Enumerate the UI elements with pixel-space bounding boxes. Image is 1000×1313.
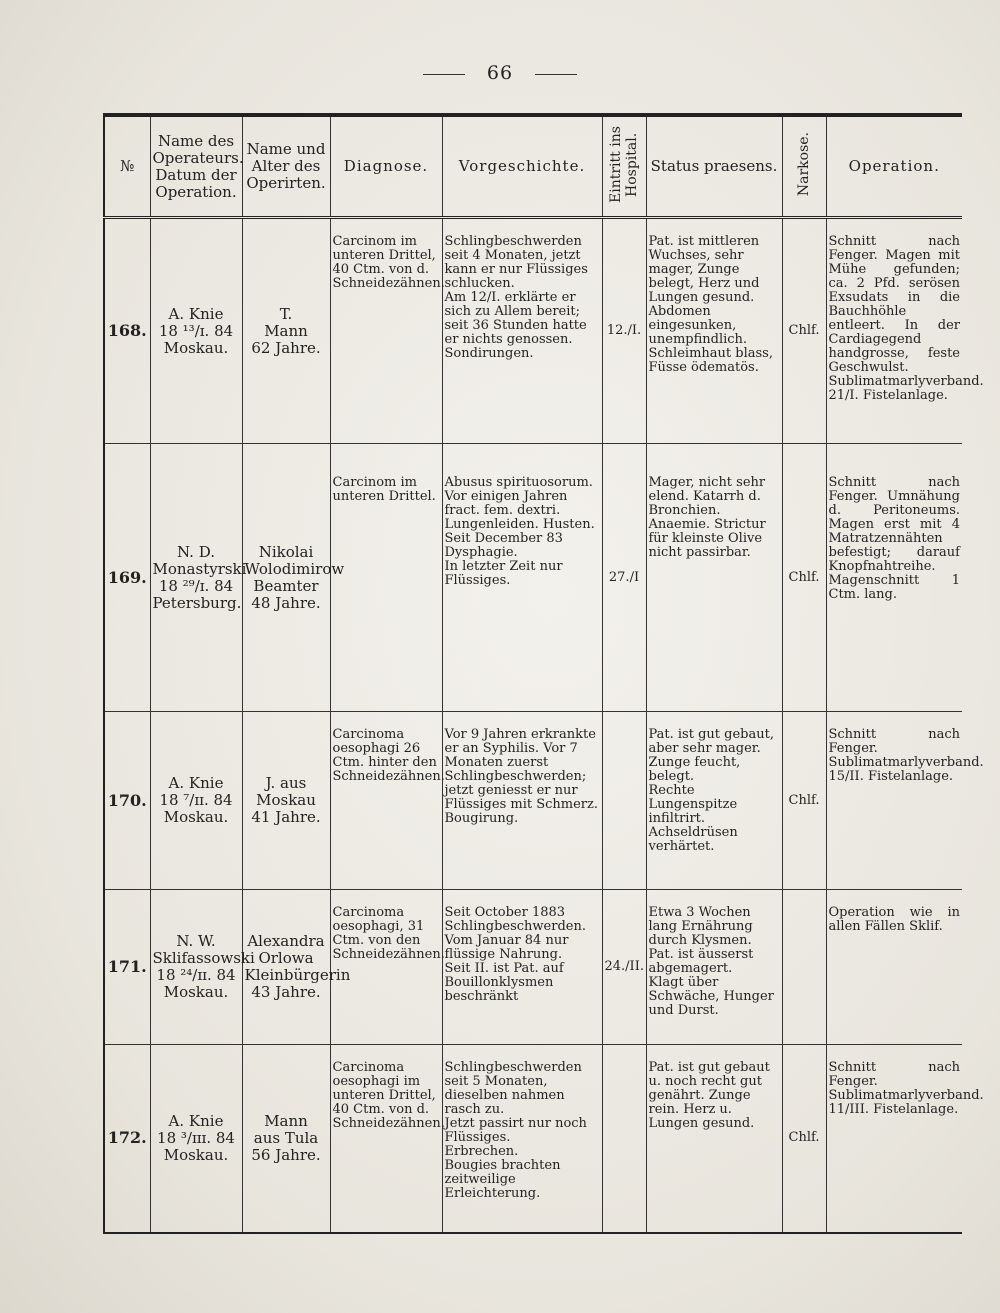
header-history: Vorgeschichte.: [442, 115, 602, 218]
patient-cell: Nikolai Wolodimirow Beamter 48 Jahre.: [242, 444, 330, 712]
header-admission-text: Eintritt ins Hospital.: [608, 126, 640, 203]
header-status: Status praesens.: [646, 115, 782, 218]
admission-cell: [602, 1045, 646, 1233]
table-row: [104, 712, 962, 890]
status-cell: Pat. ist gut gebaut u. noch recht gut genährt. Zunge rein. Herz u. Lungen gesund.: [646, 1045, 782, 1233]
table-row: [104, 444, 962, 712]
admission-cell: [602, 712, 646, 890]
history-cell: Schlingbeschwerden seit 4 Monaten, jetzt kann er nur Flüssiges schlucken. Am 12/I. erklärte er sich zu Allem bereit; seit 36 Stunden hatte er nichts genossen. Sondirungen.: [442, 218, 602, 444]
table-row: [104, 890, 962, 1045]
case-number: 171.: [104, 890, 150, 1045]
narcosis-cell: Chlf.: [782, 218, 826, 444]
operation-cell: Schnitt nach Fenger. Magen mit Mühe gefunden; ca. 2 Pfd. serösen Exsudats in die Bauchhöhle entleert. In der Cardiagegend handgrosse, feste Geschwulst. Sublimatmarlyverband. 21/I. Fistelanlage.: [826, 218, 962, 444]
narcosis-cell: [782, 890, 826, 1045]
operation-cell: Schnitt nach Fenger. Umnähung d. Peritoneums. Magen erst mit 4 Matratzennähten befestigt; darauf Knopfnahtreihe. Magenschnitt 1 Ctm. lang.: [826, 444, 962, 712]
diagnosis-cell: Carcinoma oesophagi 26 Ctm. hinter den Schneidezähnen.: [330, 712, 442, 890]
case-number: 172.: [104, 1045, 150, 1233]
status-cell: Mager, nicht sehr elend. Katarrh d. Bronchien. Anaemie. Strictur für kleinste Olive nicht passirbar.: [646, 444, 782, 712]
narcosis-cell: Chlf.: [782, 444, 826, 712]
header-no: №: [104, 115, 150, 218]
header-patient: Name und Alter des Operirten.: [242, 115, 330, 218]
header-operator: Name des Operateurs. Datum der Operation.: [150, 115, 242, 218]
patient-cell: J. aus Moskau 41 Jahre.: [242, 712, 330, 890]
page-number-line: [0, 62, 1000, 84]
patient-cell: T. Mann 62 Jahre.: [242, 218, 330, 444]
header-admission: [602, 115, 646, 218]
patient-cell: Alexandra Orlowa Kleinbürgerin 43 Jahre.: [242, 890, 330, 1045]
narcosis-cell: Chlf.: [782, 712, 826, 890]
operation-cell: Operation wie in allen Fällen Sklif.: [826, 890, 962, 1045]
table-row: [104, 1045, 962, 1233]
history-cell: Schlingbeschwerden seit 5 Monaten, dieselben nahmen rasch zu. Jetzt passirt nur noch Flüssiges. Erbrechen. Bougies brachten zeitweilige Erleichterung.: [442, 1045, 602, 1233]
case-table: [103, 113, 984, 1234]
operator-cell: N. W. Sklifassowski 18 ²⁴/ɪɪ. 84 Moskau.: [150, 890, 242, 1045]
history-cell: Seit October 1883 Schlingbeschwerden. Vom Januar 84 nur flüssige Nahrung. Seit II. ist Pat. auf Bouillonklysmen beschränkt: [442, 890, 602, 1045]
status-cell: Pat. ist mittleren Wuchses, sehr mager, Zunge belegt, Herz und Lungen gesund. Abdomen eingesunken, unempfindlich. Schleimhaut blass, Füsse ödematös.: [646, 218, 782, 444]
operator-cell: A. Knie 18 ⁷/ɪɪ. 84 Moskau.: [150, 712, 242, 890]
page-number: 66: [486, 62, 514, 84]
history-cell: Vor 9 Jahren erkrankte er an Syphilis. Vor 7 Monaten zuerst Schlingbeschwerden; jetzt geniesst er nur Flüssiges mit Schmerz. Bougirung.: [442, 712, 602, 890]
patient-cell: Mann aus Tula 56 Jahre.: [242, 1045, 330, 1233]
operation-cell: Schnitt nach Fenger. Sublimatmarlyverband. 15/II. Fistelanlage.: [826, 712, 962, 890]
header-narcosis: [782, 115, 826, 218]
table-row: [104, 218, 962, 444]
header-narcosis-text: Narkose.: [796, 132, 812, 197]
admission-cell: 24./II.: [602, 890, 646, 1045]
case-number: 170.: [104, 712, 150, 890]
diagnosis-cell: Carcinoma oesophagi im unteren Drittel, 40 Ctm. von d. Schneidezähnen.: [330, 1045, 442, 1233]
header-row: [104, 115, 962, 218]
admission-cell: 27./I: [602, 444, 646, 712]
narcosis-cell: Chlf.: [782, 1045, 826, 1233]
header-diagnosis: Diagnose.: [330, 115, 442, 218]
operator-cell: A. Knie 18 ¹³/ɪ. 84 Moskau.: [150, 218, 242, 444]
case-number: 169.: [104, 444, 150, 712]
diagnosis-cell: Carcinom im unteren Drittel.: [330, 444, 442, 712]
operator-cell: N. D. Monastyrski 18 ²⁹/ɪ. 84 Petersburg.: [150, 444, 242, 712]
left-rule: [423, 74, 465, 75]
diagnosis-cell: Carcinoma oesophagi, 31 Ctm. von den Schneidezähnen.: [330, 890, 442, 1045]
case-number: 168.: [104, 218, 150, 444]
status-cell: Etwa 3 Wochen lang Ernährung durch Klysmen. Pat. ist äusserst abgemagert. Klagt über Schwäche, Hunger und Durst.: [646, 890, 782, 1045]
right-rule: [535, 74, 577, 75]
operation-cell: Schnitt nach Fenger. Sublimatmarlyverband. 11/III. Fistelanlage.: [826, 1045, 962, 1233]
header-operation: Operation.: [826, 115, 962, 218]
operator-cell: A. Knie 18 ³/ɪɪɪ. 84 Moskau.: [150, 1045, 242, 1233]
admission-cell: 12./I.: [602, 218, 646, 444]
history-cell: Abusus spirituosorum. Vor einigen Jahren fract. fem. dextri. Lungenleiden. Husten. Seit December 83 Dysphagie. In letzter Zeit nur Flüssiges.: [442, 444, 602, 712]
diagnosis-cell: Carcinom im unteren Drittel, 40 Ctm. von d. Schneidezähnen.: [330, 218, 442, 444]
status-cell: Pat. ist gut gebaut, aber sehr mager. Zunge feucht, belegt. Rechte Lungenspitze infiltrirt. Achseldrüsen verhärtet.: [646, 712, 782, 890]
